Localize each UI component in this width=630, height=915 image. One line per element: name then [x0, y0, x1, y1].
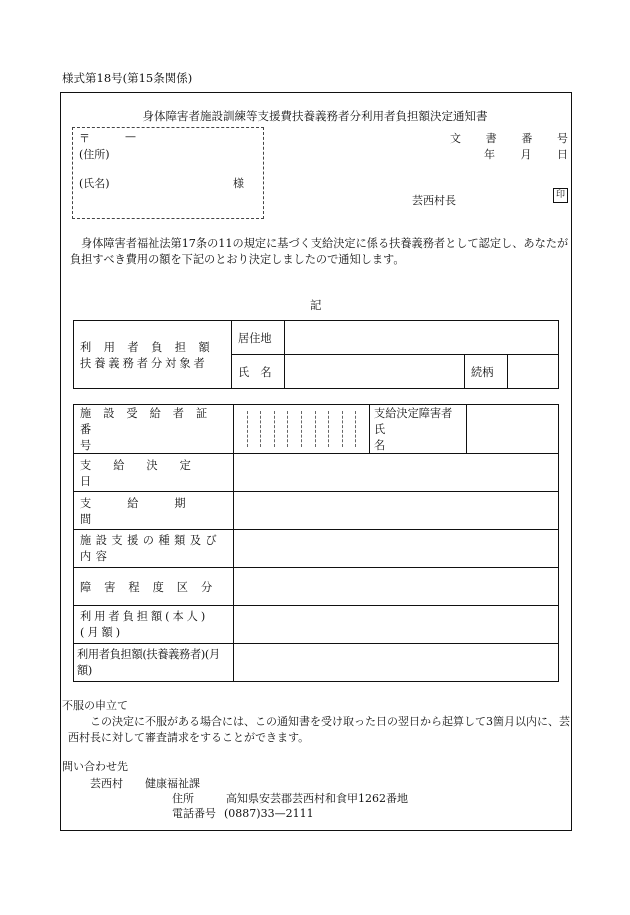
digit-box — [234, 411, 248, 447]
doc-number-char: 号 — [556, 132, 568, 145]
ki-heading: 記 — [310, 298, 322, 312]
label-text: 氏名 — [374, 423, 450, 452]
seal-mark: 印 — [553, 188, 568, 203]
disability-level-label — [74, 568, 234, 606]
doc-number-char: 文 — [450, 132, 461, 145]
contact-address-label: 住所 — [172, 792, 194, 805]
disability-level-value — [234, 568, 559, 606]
digit-box — [329, 411, 343, 447]
label-line — [80, 421, 227, 453]
recipient-address-box — [72, 127, 264, 219]
objection-text: この決定に不服がある場合には、この通知書を受け取った日の翌日から起算して3箇月以内に、芸西村長に対して審査請求をすることができます。 — [68, 715, 570, 744]
label-text: 支給決定障害者 — [374, 407, 453, 420]
digit-box — [275, 411, 289, 447]
label-line — [80, 339, 225, 355]
facility-cert-number-label — [74, 405, 234, 454]
doc-number-char: 番 — [521, 132, 533, 145]
digit-boxes — [234, 411, 369, 447]
label-text: 支給期間 — [80, 496, 222, 526]
payment-period-value — [234, 492, 559, 530]
support-type-value — [234, 530, 559, 568]
objection-heading: 不服の申立て — [62, 699, 128, 712]
beneficiary-label — [74, 321, 232, 389]
digit-box — [261, 411, 275, 447]
postal-dash: — — [125, 130, 136, 143]
relationship-value — [508, 355, 559, 389]
contact-tel-value: (0887)33—2111 — [224, 807, 314, 820]
contact-tel — [172, 805, 314, 821]
details-table — [73, 404, 559, 682]
contact-address-value: 高知県安芸郡芸西村和食甲1262番地 — [226, 792, 408, 805]
date-year: 年 — [484, 148, 495, 161]
name-value — [285, 355, 465, 389]
residence-label: 居住地 — [232, 321, 285, 355]
relationship-label: 続柄 — [465, 355, 508, 389]
form-number: 様式第18号(第15条関係) — [62, 71, 193, 85]
label-text: 施設受給者証 — [80, 407, 220, 420]
facility-cert-number-value — [234, 405, 370, 454]
self-burden-value — [234, 606, 559, 644]
label-text: 支給決定日 — [80, 458, 213, 488]
guardian-burden-value — [234, 644, 559, 682]
date-day: 日 — [557, 148, 568, 161]
digit-box — [302, 411, 316, 447]
issue-date — [484, 146, 568, 162]
payment-period-label — [74, 492, 234, 530]
contact-address — [172, 790, 408, 806]
digit-box — [248, 411, 262, 447]
honorific: 様 — [233, 177, 244, 190]
contact-tel-label: 電話番号 — [172, 807, 216, 820]
residence-value — [285, 321, 559, 355]
label-text: 障害程度区分 — [80, 580, 226, 594]
decision-date-value — [234, 454, 559, 492]
contact-heading: 問い合わせ先 — [62, 760, 128, 773]
guardian-burden-label: 利用者負担額(扶養義務者)(月額) — [74, 644, 234, 682]
notice-body: 身体障害者福祉法第17条の11の規定に基づく支給決定に係る扶養義務者として認定し、あなたが負担すべき費用の額を下記のとおり決定しましたので通知します。 — [70, 237, 569, 266]
digit-box — [343, 411, 357, 447]
self-burden-label: 利用者負担額(本人)(月額) — [74, 606, 234, 644]
recipient-name-value — [467, 405, 559, 454]
date-month: 月 — [520, 148, 532, 161]
label-text-2: 扶養義務者分対象者 — [80, 356, 208, 370]
decision-date-label — [74, 454, 234, 492]
name-label-cell: 氏 名 — [232, 355, 285, 389]
digit-box — [288, 411, 302, 447]
digit-box — [356, 411, 369, 447]
contact-office: 芸西村 健康福祉課 — [90, 777, 200, 790]
digit-box — [316, 411, 330, 447]
doc-number-char: 書 — [485, 132, 497, 145]
label-text: 番号 — [80, 423, 200, 452]
support-type-label: 施設支援の種類及び内容 — [74, 530, 234, 568]
name-label: (氏名) — [79, 177, 110, 190]
label-text: 利用者負担額 — [80, 340, 223, 354]
recipient-name-label — [370, 405, 467, 454]
beneficiary-table — [73, 320, 559, 389]
postal-mark: 〒 — [79, 132, 90, 145]
document-number — [450, 130, 568, 146]
issuer-mayor: 芸西村長 — [412, 194, 456, 207]
address-label: (住所) — [79, 148, 110, 161]
document-title: 身体障害者施設訓練等支援費扶養義務者分利用者負担額決定通知書 — [142, 109, 488, 123]
